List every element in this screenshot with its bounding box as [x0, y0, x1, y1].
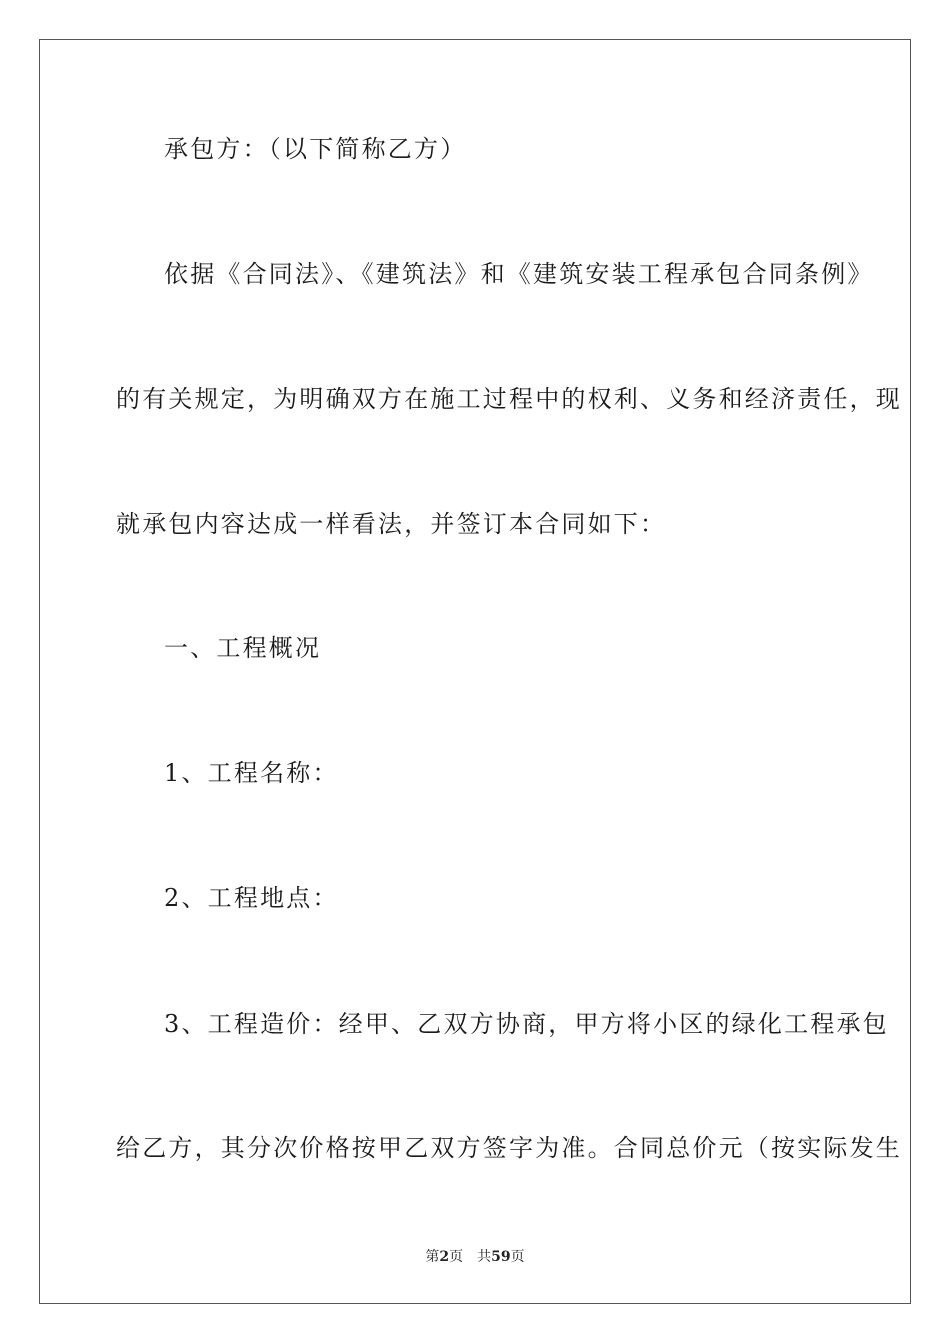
page-suffix: 页 [449, 1249, 464, 1265]
page-footer [0, 1247, 950, 1267]
project-cost-line: 3、工程造价：经甲、乙双方协商，甲方将小区的绿化工程承包 [164, 1010, 889, 1038]
contractor-line: 承包方：（以下简称乙方） [164, 135, 467, 163]
page-border [39, 39, 911, 1304]
total-prefix: 共 [477, 1249, 492, 1265]
paragraph-line: 依据《合同法》、《建筑法》和《建筑安装工程承包合同条例》 [164, 260, 874, 288]
project-location-line: 2、工程地点： [164, 884, 339, 912]
page-number: 2 [439, 1249, 450, 1265]
section-heading: 一、工程概况 [164, 634, 322, 662]
paragraph-line: 给乙方，其分次价格按甲乙双方签字为准。合同总价元（按实际发生 [116, 1134, 902, 1162]
total-pages: 59 [491, 1249, 511, 1265]
paragraph-line: 就承包内容达成一样看法，并签订本合同如下： [116, 510, 667, 538]
page-prefix: 第 [425, 1249, 440, 1265]
total-suffix: 页 [510, 1249, 525, 1265]
project-name-line: 1、工程名称： [164, 759, 339, 787]
paragraph-line: 的有关规定，为明确双方在施工过程中的权利、义务和经济责任，现 [116, 385, 902, 413]
